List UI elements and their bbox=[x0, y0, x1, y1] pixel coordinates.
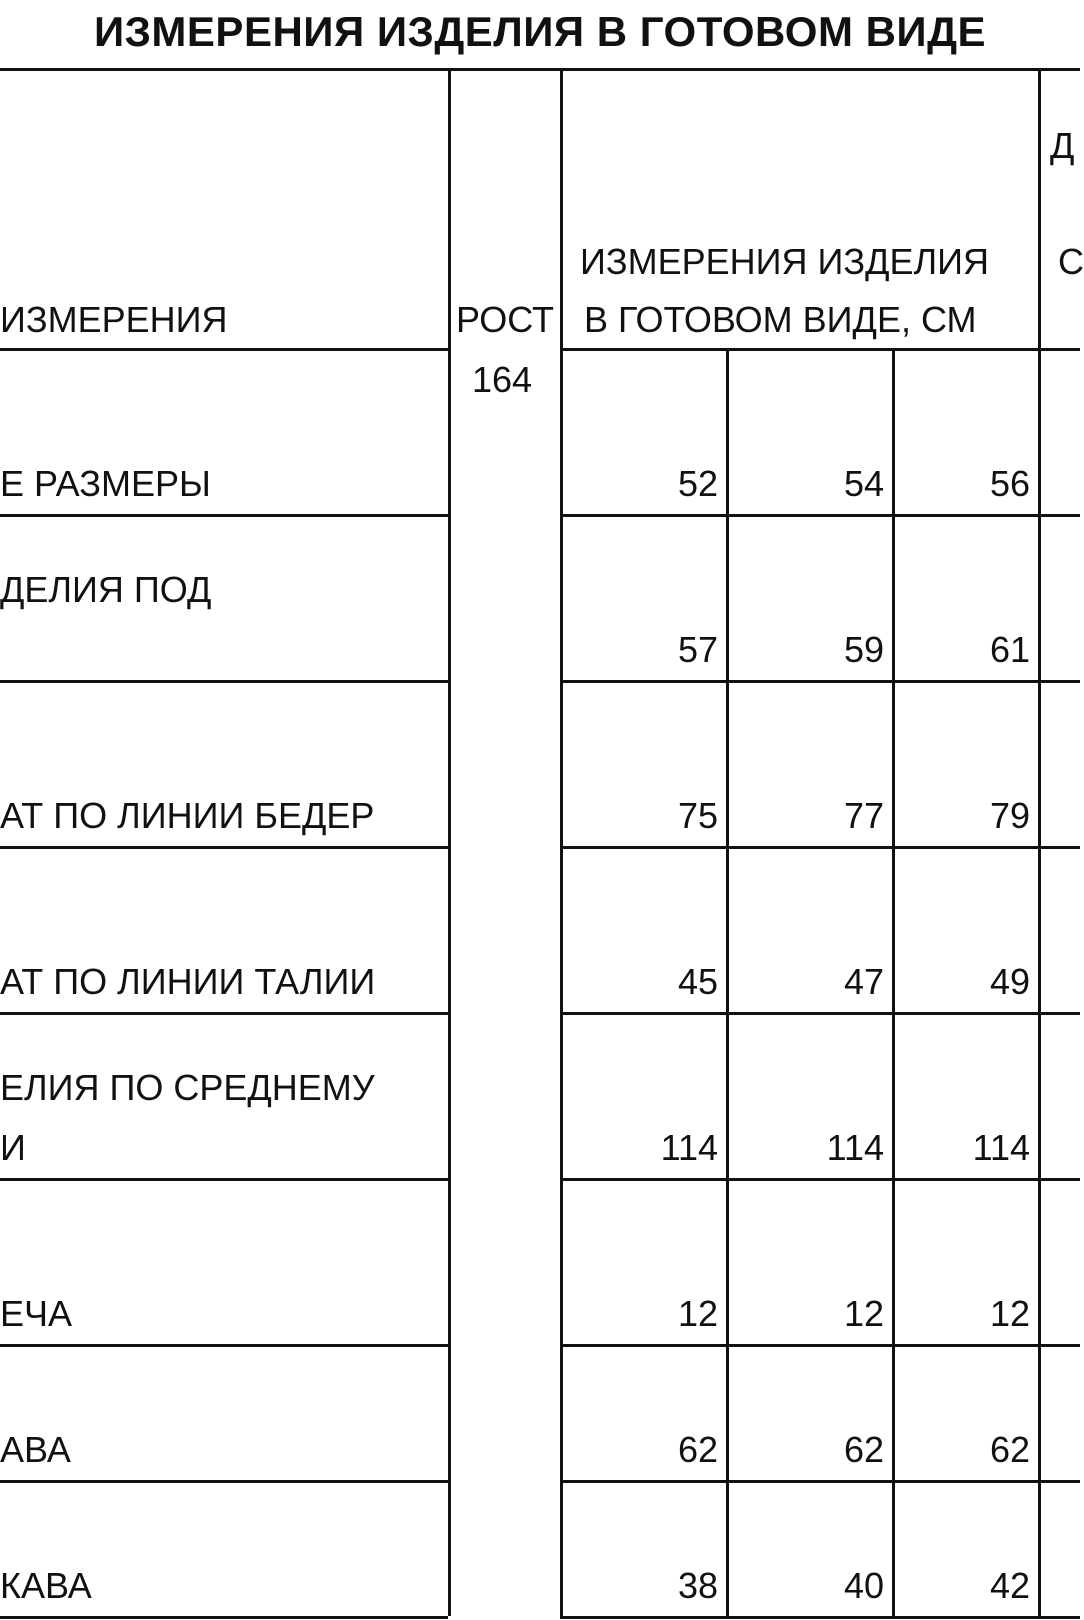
size-value-cell: 38 bbox=[677, 1565, 718, 1606]
row-label-line1: ЕЛИЯ ПО СРЕДНЕМУ bbox=[0, 1067, 375, 1108]
row-border-right-3 bbox=[560, 1012, 1080, 1015]
row-border-right-0 bbox=[560, 514, 1080, 517]
size-value-cell: 12 bbox=[843, 1293, 884, 1334]
vline-size-2 bbox=[892, 348, 895, 1616]
size-value-cell: 12 bbox=[989, 1293, 1030, 1334]
row-border-right-2 bbox=[560, 846, 1080, 849]
size-value-cell: 56 bbox=[989, 463, 1030, 504]
row-border-right-4 bbox=[560, 1178, 1080, 1181]
row-border-left-6 bbox=[0, 1480, 448, 1483]
size-value-cell: 62 bbox=[989, 1429, 1030, 1470]
row-border-right-6 bbox=[560, 1480, 1080, 1483]
header-dims-line1: ИЗМЕРЕНИЯ ИЗДЕЛИЯ bbox=[580, 241, 990, 282]
header-dims-line2: В ГОТОВОМ ВИДЕ, СМ bbox=[584, 299, 977, 340]
row-label-line2: И bbox=[0, 1127, 26, 1168]
size-value-cell: 49 bbox=[989, 961, 1030, 1002]
size-value-cell: 114 bbox=[660, 1127, 718, 1168]
size-value-cell: 114 bbox=[826, 1127, 884, 1168]
vline-size-1 bbox=[726, 348, 729, 1616]
size-value-cell: 57 bbox=[677, 629, 718, 670]
row-border-left-4 bbox=[0, 1178, 448, 1181]
height-value: 164 bbox=[472, 359, 533, 400]
header-top-border bbox=[0, 68, 1080, 71]
row-label-line2: Е РАЗМЕРЫ bbox=[0, 463, 211, 504]
size-value-cell: 77 bbox=[843, 795, 884, 836]
header-cut-right-mid: С bbox=[1058, 241, 1084, 282]
row-border-right-5 bbox=[560, 1344, 1080, 1347]
header-cut-right-top: Д bbox=[1050, 125, 1075, 166]
vline-height-right bbox=[560, 68, 563, 1616]
size-value-cell: 79 bbox=[989, 795, 1030, 836]
row-label-line1: ДЕЛИЯ ПОД bbox=[0, 569, 212, 610]
header-bottom-border-right bbox=[560, 348, 1080, 351]
size-value-cell: 61 bbox=[989, 629, 1030, 670]
header-height-label: РОСТ bbox=[456, 299, 555, 340]
row-border-left-3 bbox=[0, 1012, 448, 1015]
size-value-cell: 114 bbox=[972, 1127, 1030, 1168]
row-border-right-7 bbox=[560, 1616, 1080, 1619]
size-value-cell: 40 bbox=[843, 1565, 884, 1606]
vline-height-left bbox=[448, 68, 451, 1616]
header-measurement-label: ИЗМЕРЕНИЯ bbox=[0, 299, 228, 340]
size-value-cell: 59 bbox=[843, 629, 884, 670]
row-label-line2: АТ ПО ЛИНИИ ТАЛИИ bbox=[0, 961, 376, 1002]
page-title: ИЗМЕРЕНИЯ ИЗДЕЛИЯ В ГОТОВОМ ВИДЕ bbox=[93, 8, 987, 55]
row-border-left-7 bbox=[0, 1616, 448, 1619]
size-value-cell: 62 bbox=[677, 1429, 718, 1470]
header-bottom-border-left bbox=[0, 348, 448, 351]
row-border-left-5 bbox=[0, 1344, 448, 1347]
row-label-line2: АВА bbox=[0, 1429, 71, 1470]
row-border-left-1 bbox=[0, 680, 448, 683]
size-value-cell: 42 bbox=[989, 1565, 1030, 1606]
size-value-cell: 12 bbox=[677, 1293, 718, 1334]
row-label-line2: КАВА bbox=[0, 1565, 92, 1606]
size-value-cell: 54 bbox=[843, 463, 884, 504]
size-value-cell: 47 bbox=[843, 961, 884, 1002]
row-border-left-0 bbox=[0, 514, 448, 517]
row-border-right-1 bbox=[560, 680, 1080, 683]
row-border-left-2 bbox=[0, 846, 448, 849]
size-value-cell: 62 bbox=[843, 1429, 884, 1470]
size-value-cell: 52 bbox=[677, 463, 718, 504]
size-value-cell: 75 bbox=[677, 795, 718, 836]
row-label-line2: ЕЧА bbox=[0, 1293, 73, 1334]
vline-right bbox=[1038, 68, 1041, 1616]
size-value-cell: 45 bbox=[677, 961, 718, 1002]
row-label-line2: АТ ПО ЛИНИИ БЕДЕР bbox=[0, 795, 375, 836]
